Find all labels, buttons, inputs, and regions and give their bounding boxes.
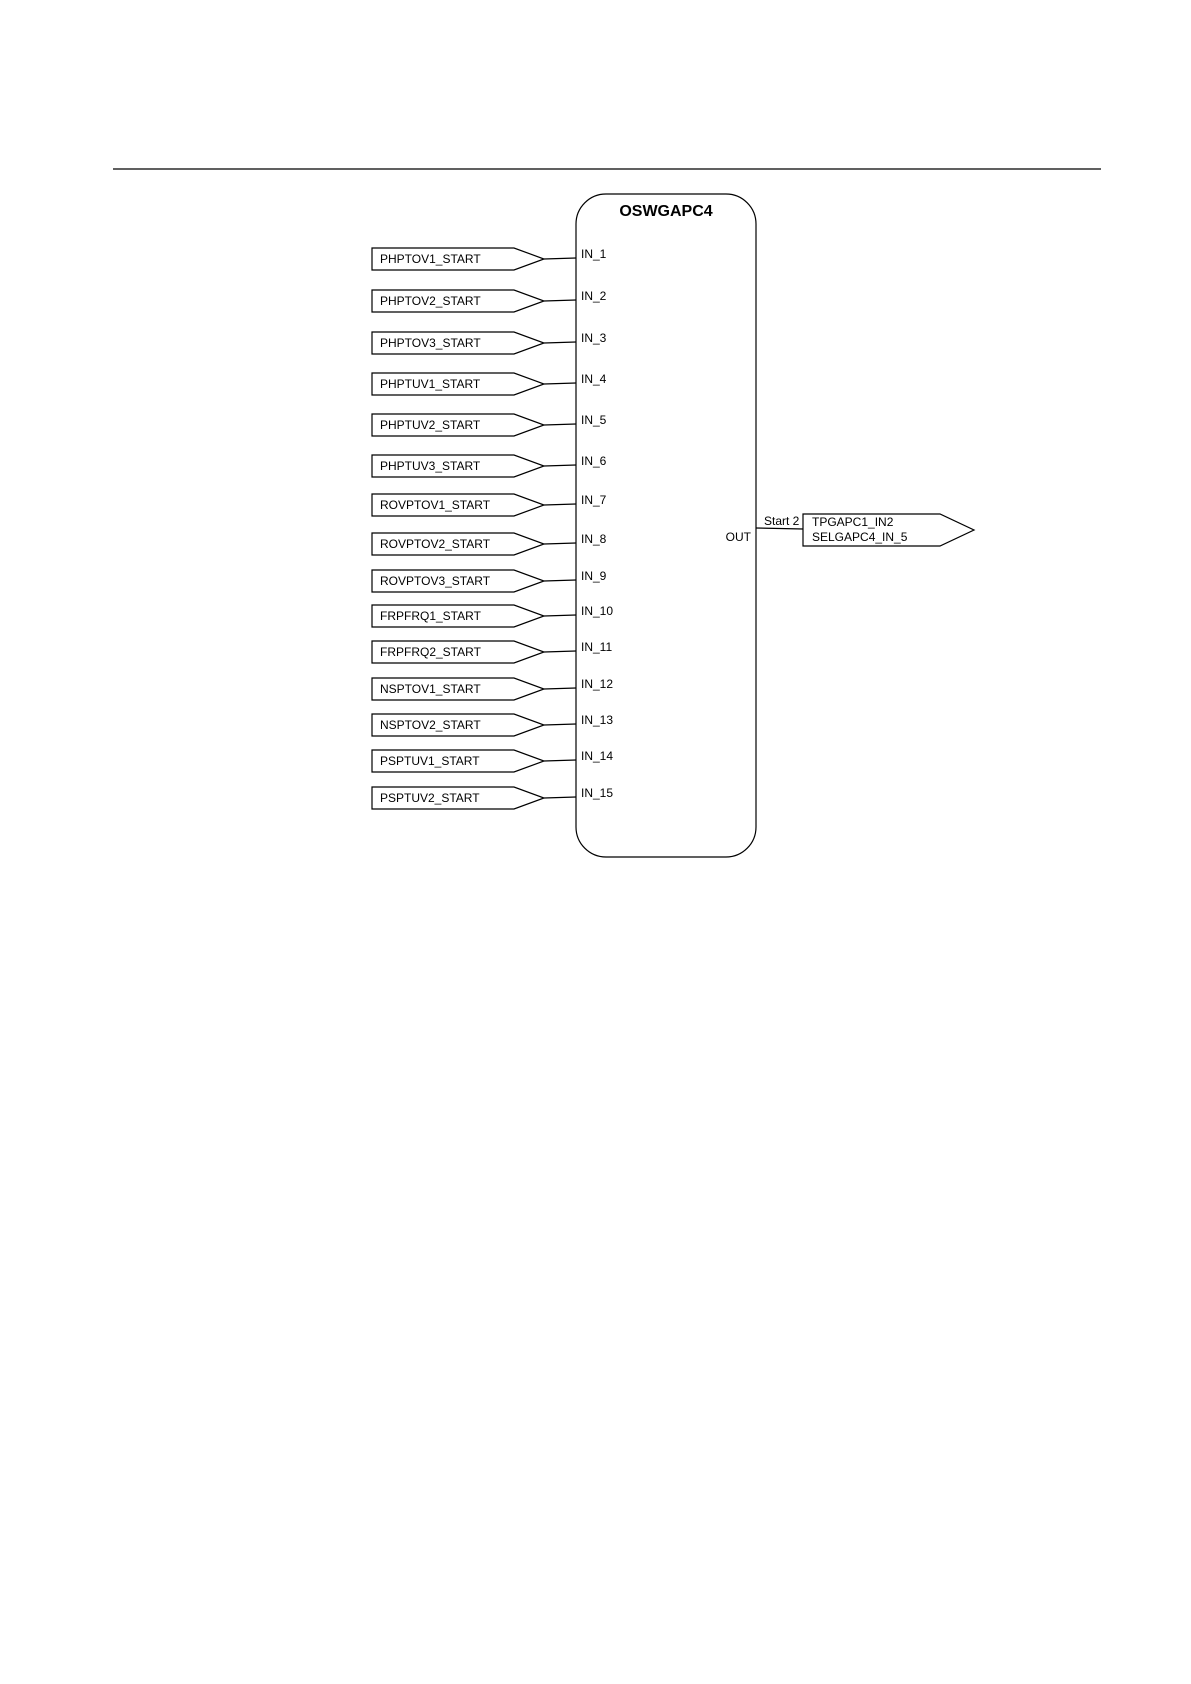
input-port-label: IN_12 bbox=[581, 677, 614, 691]
input-wire bbox=[544, 797, 576, 798]
input-wire bbox=[544, 724, 576, 725]
input-signal-name: PSPTUV2_START bbox=[380, 791, 480, 805]
input-port-label: IN_8 bbox=[581, 532, 607, 546]
input-port-label: IN_4 bbox=[581, 372, 607, 386]
input-port-label: IN_14 bbox=[581, 749, 614, 763]
output-wire-label: Start 2 bbox=[764, 514, 800, 528]
input-port-label: IN_7 bbox=[581, 493, 607, 507]
input-row-9 bbox=[372, 569, 607, 592]
input-signal-name: ROVPTOV1_START bbox=[380, 498, 491, 512]
input-port-label: IN_15 bbox=[581, 786, 614, 800]
input-wire bbox=[544, 615, 576, 616]
input-port-label: IN_2 bbox=[581, 289, 607, 303]
input-signal-name: NSPTOV2_START bbox=[380, 718, 481, 732]
input-signal-name: PHPTOV1_START bbox=[380, 252, 481, 266]
output-connection bbox=[756, 514, 974, 546]
input-row-4 bbox=[372, 372, 607, 395]
input-wire bbox=[544, 424, 576, 425]
input-port-label: IN_5 bbox=[581, 413, 607, 427]
input-port-label: IN_10 bbox=[581, 604, 614, 618]
input-wire bbox=[544, 580, 576, 581]
input-signal-name: ROVPTOV3_START bbox=[380, 574, 491, 588]
input-wire bbox=[544, 688, 576, 689]
input-wire bbox=[544, 465, 576, 466]
input-signal-name: PHPTOV2_START bbox=[380, 294, 481, 308]
input-signal-name: NSPTOV1_START bbox=[380, 682, 481, 696]
input-port-label: IN_6 bbox=[581, 454, 607, 468]
input-signal-name: PHPTOV3_START bbox=[380, 336, 481, 350]
input-port-label: IN_11 bbox=[581, 640, 613, 654]
input-signal-name: PHPTUV2_START bbox=[380, 418, 481, 432]
input-signal-name: FRPFRQ1_START bbox=[380, 609, 481, 623]
input-port-label: IN_1 bbox=[581, 247, 607, 261]
input-wire bbox=[544, 543, 576, 544]
input-wire bbox=[544, 383, 576, 384]
input-port-label: IN_13 bbox=[581, 713, 614, 727]
input-row-2 bbox=[372, 289, 607, 312]
input-wire bbox=[544, 300, 576, 301]
input-row-8 bbox=[372, 532, 607, 555]
input-signal-name: PHPTUV3_START bbox=[380, 459, 481, 473]
output-port-label: OUT bbox=[725, 530, 751, 544]
input-wire bbox=[544, 651, 576, 652]
input-row-3 bbox=[372, 331, 607, 354]
input-row-1 bbox=[372, 247, 607, 270]
output-wire bbox=[756, 528, 803, 529]
input-signal-name: PHPTUV1_START bbox=[380, 377, 481, 391]
input-row-6 bbox=[372, 454, 607, 477]
input-row-5 bbox=[372, 413, 607, 436]
output-target-2: SELGAPC4_IN_5 bbox=[812, 530, 908, 544]
input-signal-name: FRPFRQ2_START bbox=[380, 645, 481, 659]
input-row-7 bbox=[372, 493, 607, 516]
input-wire bbox=[544, 760, 576, 761]
output-target-1: TPGAPC1_IN2 bbox=[812, 515, 894, 529]
input-wire bbox=[544, 258, 576, 259]
input-signal-name: PSPTUV1_START bbox=[380, 754, 480, 768]
input-port-label: IN_9 bbox=[581, 569, 607, 583]
block-title: OSWGAPC4 bbox=[619, 203, 713, 220]
input-port-label: IN_3 bbox=[581, 331, 607, 345]
input-wire bbox=[544, 504, 576, 505]
input-wire bbox=[544, 342, 576, 343]
input-signal-name: ROVPTOV2_START bbox=[380, 537, 491, 551]
